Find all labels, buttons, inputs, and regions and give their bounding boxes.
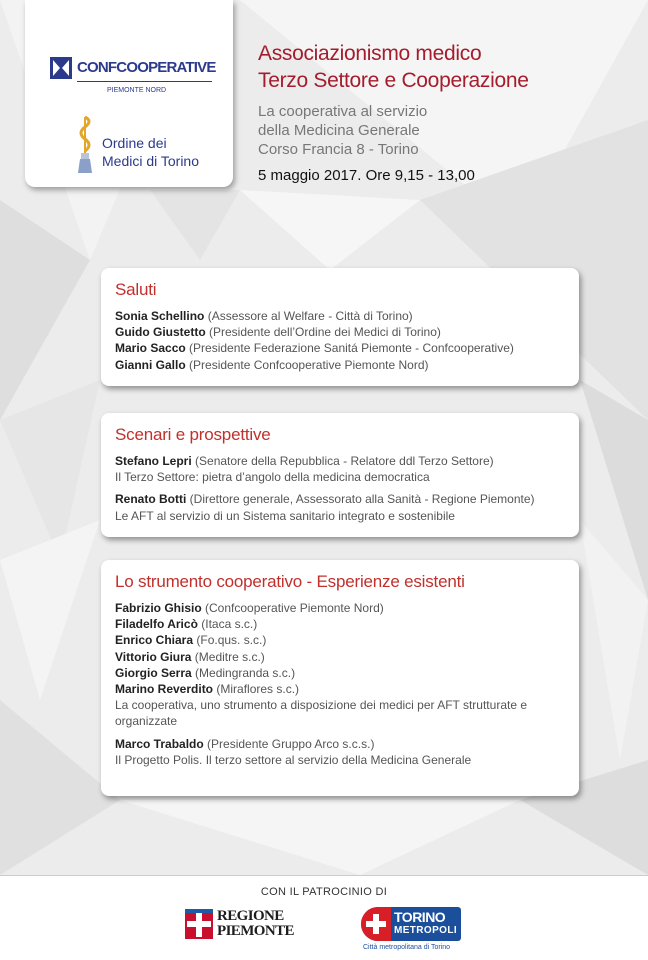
speaker-name: Renato Botti [115,492,187,507]
torino-line-1: TORINO [394,909,446,925]
speaker-line [115,491,579,507]
speaker-name: Mario Sacco [115,341,186,356]
event-subtitle-line-2: della Medicina Generale [258,122,420,139]
caduceus-icon [75,115,95,173]
speaker-line [115,665,579,681]
torino-cross-icon [361,907,391,941]
speaker-line [115,340,579,356]
event-title-line-1: Associazionismo medico [258,42,482,65]
torino-metropoli-badge [361,907,461,941]
regione-piemonte-crest-icon [185,909,213,939]
footer [0,875,648,960]
event-title [258,40,638,94]
section-title: Lo strumento cooperativo - Esperienze esistenti [115,572,465,591]
speaker-role: (Confcooperative Piemonte Nord) [205,601,384,615]
speaker-name: Sonia Schellino [115,309,205,323]
speaker-role: (Medingranda s.c.) [195,665,296,680]
speaker-line [115,616,579,632]
speaker-line [115,736,579,752]
speaker-name: Marco Trabaldo [115,736,204,751]
torino-line-2: METROPOLI [394,925,458,936]
regione-line-1: REGIONE [217,908,284,924]
speaker-line [115,681,579,697]
logo-card [25,0,233,187]
speaker-role: (Presidente Confcooperative Piemonte Nord) [189,357,429,372]
ordine-medici-name [102,134,232,170]
speaker-line [115,632,579,648]
speaker-role: (Itaca s.c.) [201,617,258,632]
confcooperative-subtitle: PIEMONTE NORD [107,87,167,94]
footer-divider [0,875,648,876]
talk-title: Il Terzo Settore: pietra d’angolo della medicina democratica [115,470,430,485]
event-header [258,40,638,184]
event-subtitle [258,102,638,159]
speaker-role: (Fo.qus. s.c.) [196,633,267,648]
section-scenari [101,413,579,537]
patronage-label: CON IL PATROCINIO DI [260,886,388,898]
speaker-role: (Senatore della Repubblica - Relatore ddl Terzo Settore) [195,454,494,468]
speaker-line [115,600,579,616]
section-strumento [101,560,579,796]
speaker-line [115,324,579,340]
section-title: Saluti [115,280,157,299]
event-title-line-2: Terzo Settore e Cooperazione [258,69,529,92]
speaker-name: Filadelfo Aricò [115,617,198,632]
confcooperative-divider [77,81,212,82]
regione-line-2: PIEMONTE [217,923,294,939]
speaker-role: (Presidente Gruppo Arco s.c.s.) [207,736,375,751]
talk-title: Le AFT al servizio di un Sistema sanitario integrato e sostenibile [115,508,455,523]
speaker-role: (Meditre s.c.) [194,649,265,664]
speaker-line [115,453,579,469]
speaker-role: (Presidente Federazione Sanitá Piemonte - Confcooperative) [189,341,514,356]
ordine-line-2: Medici di Torino [102,153,200,169]
event-venue: Corso Francia 8 - Torino [258,141,419,158]
confcooperative-name: CONFCOOPERATIVE [77,59,216,76]
talk-title: La cooperativa, uno strumento a disposizione dei medici per AFT strutturate e organizzate [115,698,528,729]
speaker-name: Marino Reverdito [115,682,214,697]
torino-caption: Città metropolitana di Torino [363,944,451,951]
speaker-line [115,357,579,373]
speaker-line [115,649,579,665]
speaker-role: (Presidente dell’Ordine dei Medici di Torino) [209,325,441,340]
speaker-name: Vittorio Giura [115,649,192,664]
speaker-name: Stefano Lepri [115,454,192,468]
speaker-name: Giorgio Serra [115,665,192,680]
ordine-line-1: Ordine dei [102,135,167,151]
event-subtitle-line-1: La cooperativa al servizio [258,103,428,120]
confcooperative-mark-icon [50,57,72,79]
speaker-name: Guido Giustetto [115,325,206,340]
speaker-name: Fabrizio Ghisio [115,601,202,615]
speaker-role: (Assessore al Welfare - Città di Torino) [207,309,413,323]
talk-title: Il Progetto Polis. Il terzo settore al servizio della Medicina Generale [115,752,472,767]
speaker-role: (Direttore generale, Assessorato alla Sanità - Regione Piemonte) [189,492,535,507]
event-date: 5 maggio 2017. Ore 9,15 - 13,00 [258,167,475,184]
speaker-role: (Miraflores s.c.) [216,682,300,697]
section-saluti [101,268,579,386]
section-title: Scenari e prospettive [115,425,271,444]
speaker-line [115,308,579,324]
speaker-name: Enrico Chiara [115,633,194,648]
speaker-name: Gianni Gallo [115,357,186,372]
